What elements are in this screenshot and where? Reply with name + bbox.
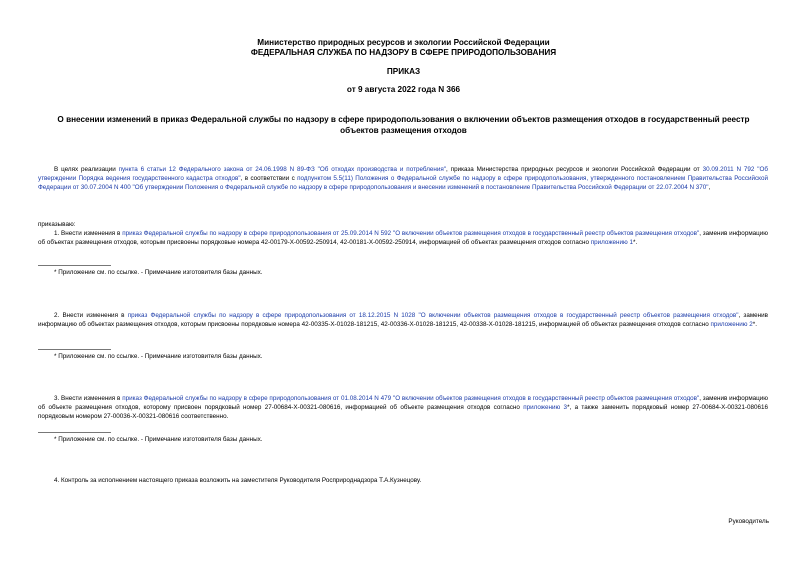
preamble-text-4: , [708, 184, 711, 192]
footnote-2: * Приложение см. по ссылке. - Примечание изготовителя базы данных. [54, 353, 263, 360]
preamble-paragraph [38, 165, 768, 193]
item-2 [38, 311, 768, 329]
signature-title: Руководитель [728, 518, 769, 525]
item-2-text-2: , заменив информацию об объектах размещения отходов, которым присвоены порядковые номера 42-00335-Х-01028-181215, 42-00336-Х-01028-181215, 42-00338-Х-01028-181215, информацией об объектах размещения отходов согласно [38, 312, 768, 329]
doc-title: О внесении изменений в приказ Федеральной службы по надзору в сфере природопользования о включении объектов размещения отходов в государственный реестр объектов размещения отходов [57, 115, 750, 135]
appendix-1-link[interactable]: приложению 1 [590, 239, 634, 247]
item-1-text-3: *. [633, 239, 638, 247]
footnote-1: * Приложение см. по ссылке. - Примечание изготовителя базы данных. [54, 269, 263, 276]
item-1-text-2: , заменив информацию об объектах размещения отходов, которым присвоены порядковые номера 42-00179-Х-00592-250914, 42-00181-Х-00592-250914, информацией об объектах размещения отходов согласно [38, 230, 768, 247]
order-592-link[interactable]: приказ Федеральной службы по надзору в сфере природопользования от 25.09.2014 N 592 "О включении объектов размещения отходов в государственный реестр объектов размещения отходов" [122, 230, 700, 237]
ministry-name: Министерство природных ресурсов и экологии Российской Федерации [257, 38, 550, 47]
order-1028-link[interactable]: приказ Федеральной службы по надзору в сфере природопользования от 18.12.2015 N 1028 "О включении объектов размещения отходов в государственный реестр объектов размещения отходов" [127, 312, 739, 319]
preamble-text-3: , в соответствии с [240, 175, 298, 183]
service-name: ФЕДЕРАЛЬНАЯ СЛУЖБА ПО НАДЗОРУ В СФЕРЕ ПРИРОДОПОЛЬЗОВАНИЯ [250, 48, 557, 57]
doc-date-number: от 9 августа 2022 года N 366 [346, 85, 461, 94]
item-3-text-2: , заменив информацию об объекте размещения отходов, которому присвоен порядковый номер 27-00684-Х-00321-080616, информацией об объекте размещения отходов согласно [38, 395, 768, 412]
item-3-text-3: *, а также заменить порядковый номер 27-00684-Х-00321-080616 порядковым номером 27-00036-Х-00321-080616 соответственно. [38, 404, 768, 421]
footnote-divider [38, 349, 111, 350]
preamble-text-2: , приказа Министерства природных ресурсов и экологии Российской Федерации от [446, 166, 703, 173]
doc-type: ПРИКАЗ [386, 67, 421, 76]
item-3 [38, 394, 768, 422]
footnote-divider [38, 265, 111, 266]
regulation-400-link[interactable]: подпунктом 5.5(11) Положения о Федеральной службе по надзору в сфере природопользования, утвержденного постановлением Правительства Российской Федерации от 30.07.2004 N 400 "Об утверждении Положения о Федеральной службе по надзору в сфере природопользования и внесении изменений в постановление Правительства Российской Федерации от 22.07.2004 N 370" [38, 175, 768, 192]
item-2-text-1: 2. Внести изменения в [54, 312, 128, 319]
law-89fz-link[interactable]: пункта 6 статьи 12 Федерального закона от 24.06.1998 N 89-ФЗ "Об отходах производства и потребления" [118, 166, 447, 173]
item-1-text-1: 1. Внести изменения в [54, 230, 123, 237]
item-2-text-3: *. [752, 321, 757, 329]
order-792-link[interactable]: 30.09.2011 N 792 "Об утверждении Порядка ведения государственного кадастра отходов" [38, 166, 769, 183]
preamble-text-1: В целях реализации [54, 166, 119, 173]
appendix-3-link[interactable]: приложению 3 [523, 404, 568, 412]
appendix-2-link[interactable]: приложению 2 [710, 321, 753, 329]
order-479-link[interactable]: приказ Федеральной службы по надзору в сфере природопользования от 01.08.2014 N 479 "О включении объектов размещения отходов в государственный реестр объектов размещения отходов" [122, 395, 700, 402]
item-4: 4. Контроль за исполнением настоящего приказа возложить на заместителя Руководителя Росприроднадзора Т.А.Кузнецову. [54, 477, 422, 484]
item-1 [38, 229, 768, 247]
footnote-3: * Приложение см. по ссылке. - Примечание изготовителя базы данных. [54, 436, 263, 443]
prikazyvayu-text: приказываю: [38, 221, 76, 228]
item-3-text-1: 3. Внести изменения в [54, 395, 123, 402]
footnote-divider [38, 432, 111, 433]
